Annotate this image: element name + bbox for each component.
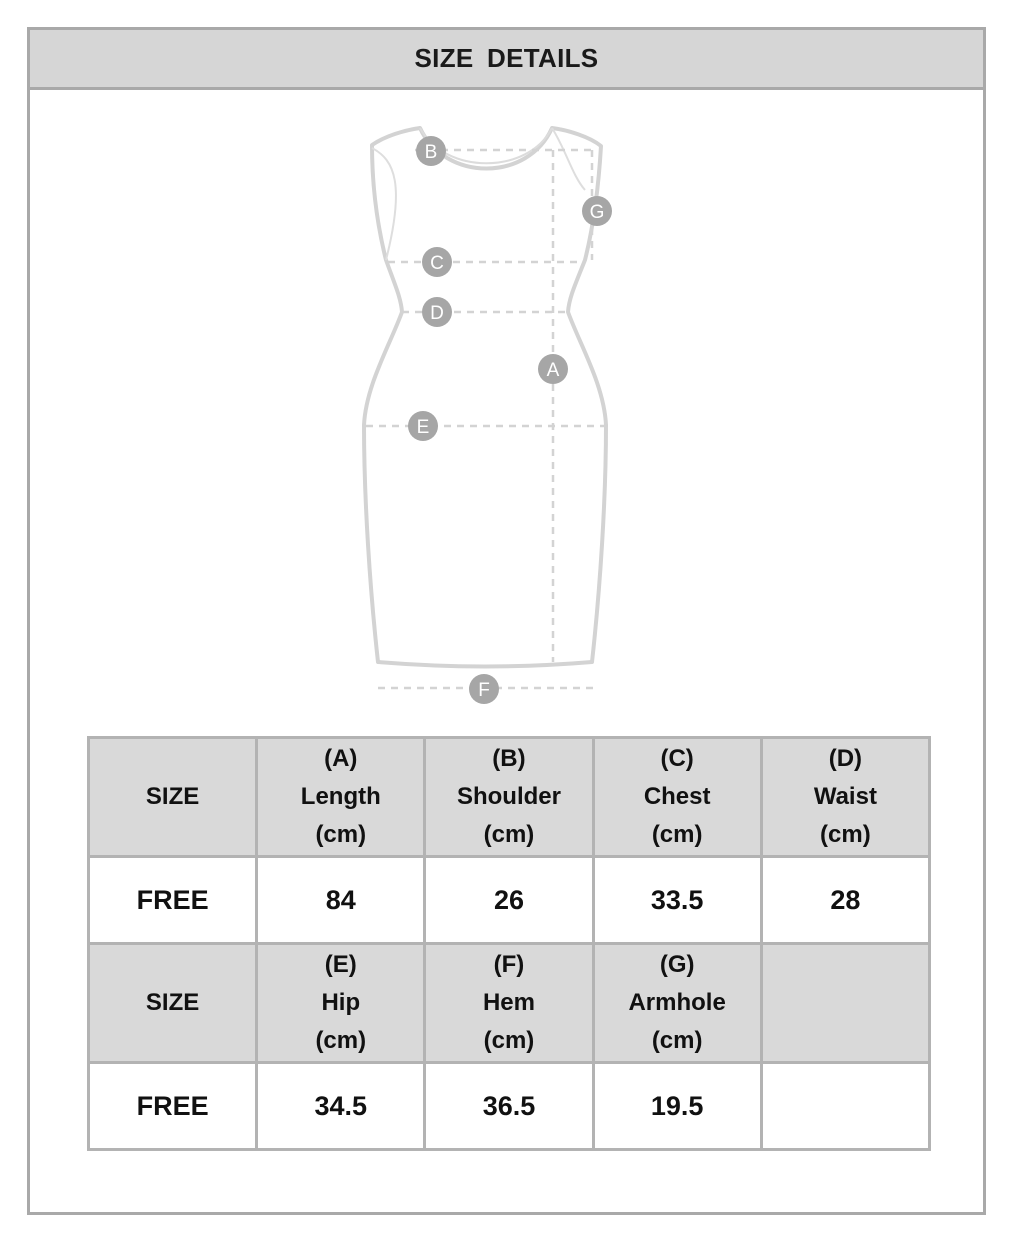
header-cell-col-1	[257, 738, 425, 857]
cell-text: 19.5	[650, 1090, 704, 1121]
table-row	[89, 857, 930, 944]
cell-text: (E)	[324, 951, 357, 978]
cell-text: (A)	[324, 745, 358, 772]
header-cell-col-2	[425, 738, 593, 857]
marker-c	[422, 247, 452, 277]
cell-text: (B)	[492, 745, 526, 772]
marker-f-label: F	[478, 680, 490, 701]
cell-text: SIZE	[145, 989, 200, 1016]
value-cell-col-4	[761, 857, 929, 944]
header-cell-size	[89, 944, 257, 1063]
cell-text: SIZE	[145, 783, 200, 810]
header-cell-col-4	[761, 738, 929, 857]
header-cell-col-4	[761, 944, 929, 1063]
dress-outline	[364, 128, 606, 667]
cell-text: FREE	[136, 884, 209, 915]
size-table	[87, 736, 931, 1151]
value-cell-col-2	[425, 857, 593, 944]
header-cell-size	[89, 738, 257, 857]
value-cell-size	[89, 857, 257, 944]
measurement-lines	[366, 150, 604, 688]
header-cell-col-3	[593, 944, 761, 1063]
value-cell-col-3	[593, 857, 761, 944]
cell-text: 84	[325, 884, 356, 915]
marker-d	[422, 297, 452, 327]
cell-text: (cm)	[820, 821, 871, 848]
marker-g-label: G	[589, 202, 605, 223]
marker-f	[469, 674, 499, 704]
cell-text: 33.5	[650, 884, 704, 915]
cell-text: (cm)	[651, 821, 703, 848]
cell-text: Shoulder	[456, 783, 561, 810]
cell-text: (cm)	[483, 821, 535, 848]
marker-g	[582, 196, 612, 226]
cell-text: 36.5	[482, 1090, 536, 1121]
value-cell-col-2	[425, 1063, 593, 1150]
cell-text: Armhole	[628, 989, 726, 1016]
cell-text: 26	[493, 884, 524, 915]
cell-text: (G)	[659, 951, 695, 978]
header-cell-col-2	[425, 944, 593, 1063]
marker-b	[416, 136, 446, 166]
cell-text: Chest	[643, 783, 711, 810]
cell-text: Hem	[482, 989, 535, 1016]
value-cell-col-1	[257, 1063, 425, 1150]
value-cell-col-4	[761, 1063, 929, 1150]
cell-text: Waist	[813, 783, 877, 810]
value-cell-col-1	[257, 857, 425, 944]
value-cell-size	[89, 1063, 257, 1150]
cell-text: (cm)	[651, 1027, 703, 1054]
marker-e-label: E	[416, 417, 430, 438]
table-header-row	[89, 944, 930, 1063]
cell-text: (F)	[493, 951, 525, 978]
shoulder-seam-right	[552, 128, 585, 190]
marker-e	[408, 411, 438, 441]
header-cell-col-1	[257, 944, 425, 1063]
marker-a	[538, 354, 568, 384]
cell-text: Length	[300, 783, 381, 810]
cell-text: (C)	[660, 745, 694, 772]
cell-text: FREE	[136, 1090, 209, 1121]
cell-text: (D)	[828, 745, 863, 772]
cell-text: (cm)	[483, 1027, 535, 1054]
header-cell-col-3	[593, 738, 761, 857]
marker-d-label: D	[430, 303, 444, 324]
cell-text: 28	[830, 884, 861, 915]
cell-text: (cm)	[315, 1027, 367, 1054]
cell-text: (cm)	[315, 821, 367, 848]
table-header-row	[89, 738, 930, 857]
cell-text: 34.5	[314, 1090, 368, 1121]
marker-a-label: A	[546, 360, 560, 381]
value-cell-col-3	[593, 1063, 761, 1150]
marker-c-label: C	[430, 253, 444, 274]
table-row	[89, 1063, 930, 1150]
page-title: SIZE DETAILS	[30, 30, 983, 90]
marker-b-label: B	[424, 142, 438, 163]
cell-text: Hip	[321, 989, 361, 1016]
